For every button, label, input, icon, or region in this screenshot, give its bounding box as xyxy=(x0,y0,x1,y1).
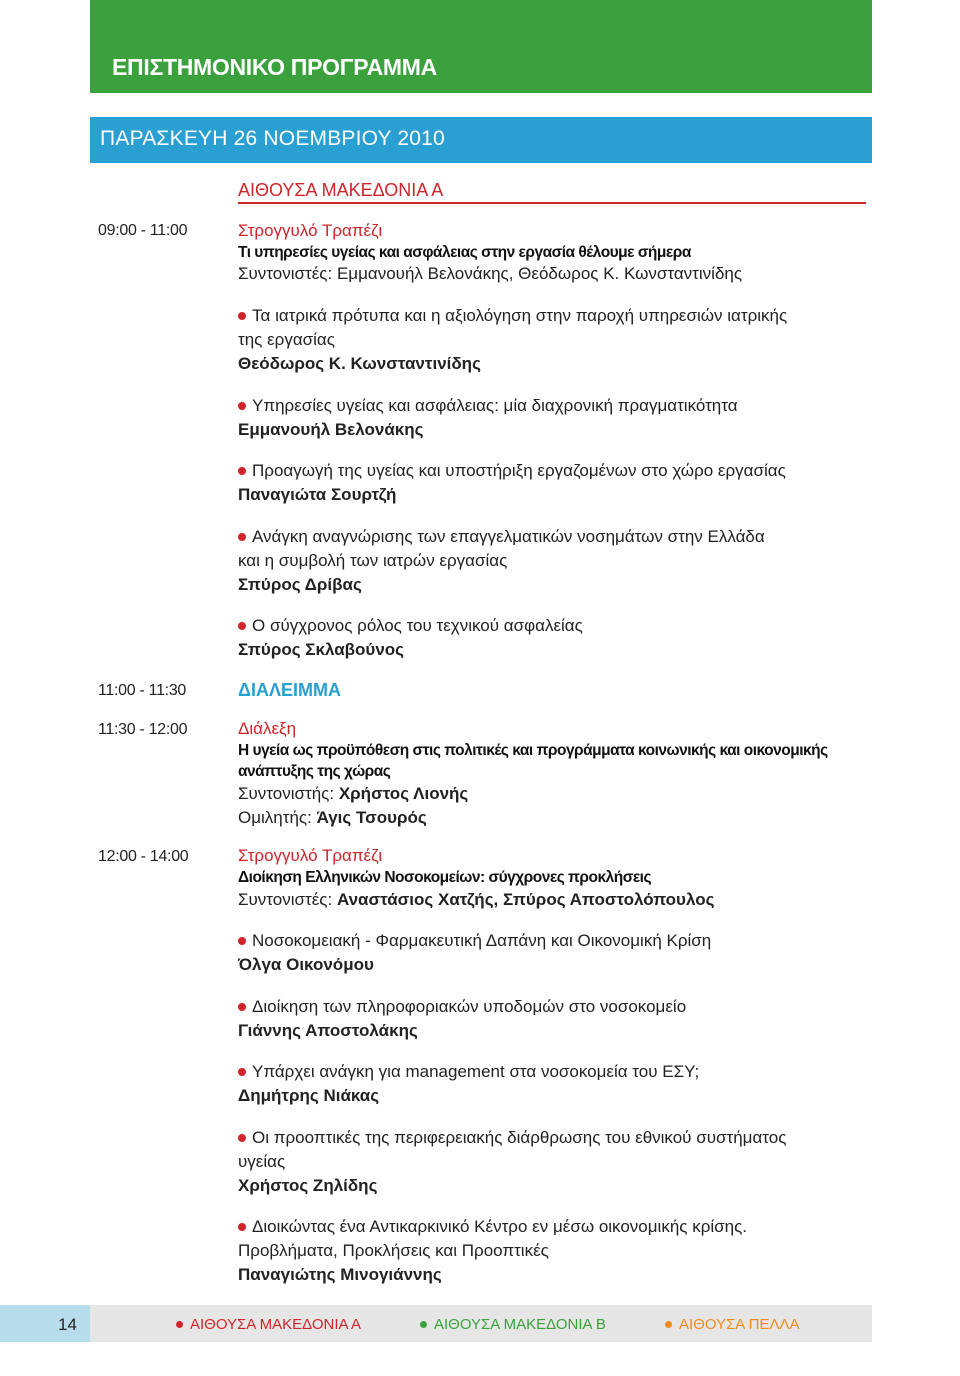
talk-speaker: Όλγα Οικονόμου xyxy=(238,955,374,974)
session2-subtitle-cont: ανάπτυξης της χώρας xyxy=(238,763,391,780)
session3-coordinators xyxy=(238,888,868,912)
session2-block xyxy=(238,719,868,830)
talk-title: Νοσοκομειακή - Φαρμακευτική Δαπάνη και Οικονομική Κρίση xyxy=(252,931,712,950)
speaker-label: Ομιλητής: xyxy=(238,808,317,827)
talk-title: Διοικώντας ένα Αντικαρκινικό Κέντρο εν μέσω οικονομικής κρίσης. xyxy=(252,1217,748,1236)
talk-speaker: Σπύρος Δρίβας xyxy=(238,575,362,594)
page-number: 14 xyxy=(58,1315,77,1334)
talk-title-cont: της εργασίας xyxy=(238,330,335,349)
bullet-icon xyxy=(238,467,246,475)
session1-block xyxy=(238,221,868,286)
talk-title: Τα ιατρικά πρότυπα και η αξιολόγηση στην παροχή υπηρεσιών ιατρικής xyxy=(252,306,788,325)
talk-title: Διοίκηση των πληροφοριακών υποδομών στο νοσοκομείο xyxy=(252,997,687,1016)
talk-item xyxy=(238,929,868,977)
bullet-icon xyxy=(238,402,246,410)
session1-type: Στρογγυλό Τραπέζι xyxy=(238,221,383,240)
bullet-icon xyxy=(238,533,246,541)
header-title-bar xyxy=(90,0,872,93)
dot-icon xyxy=(420,1321,427,1328)
talk-speaker: Σπύρος Σκλαβούνος xyxy=(238,640,404,659)
talk-speaker: Δημήτρης Νιάκας xyxy=(238,1086,380,1105)
dot-icon xyxy=(665,1321,672,1328)
talk-item xyxy=(238,1126,868,1198)
room-heading: ΑΙΘΟΥΣΑ ΜΑΚΕΔΟΝΙΑ Α xyxy=(238,180,444,200)
session2-type: Διάλεξη xyxy=(238,719,297,738)
talk-speaker: Χρήστος Ζηλίδης xyxy=(238,1176,378,1195)
session2-time: 11:30 - 12:00 xyxy=(98,721,188,738)
session2-subtitle: Η υγεία ως προϋπόθεση στις πολιτικές και προγράμματα κοινωνικής και οικονομικής xyxy=(238,742,828,759)
dot-icon xyxy=(176,1321,183,1328)
talk-item xyxy=(238,459,868,507)
coord-names: Αναστάσιος Χατζής, Σπύρος Αποστολόπουλος xyxy=(336,890,715,909)
bullet-icon xyxy=(238,1223,246,1231)
talk-title: Προαγωγή της υγείας και υποστήριξη εργαζομένων στο χώρο εργασίας xyxy=(252,461,786,480)
room-divider xyxy=(238,202,866,204)
session2-speaker xyxy=(238,806,868,830)
session2-coordinator xyxy=(238,782,868,806)
session3-block xyxy=(238,846,868,912)
talk-speaker: Παναγιώτης Μινογιάννης xyxy=(238,1265,442,1284)
date-title: ΠΑΡΑΣΚΕΥΗ 26 ΝΟΕΜΒΡΙΟΥ 2010 xyxy=(100,127,445,150)
bullet-icon xyxy=(238,1068,246,1076)
talk-speaker: Γιάννης Αποστολάκης xyxy=(238,1021,418,1040)
session3-subtitle: Διοίκηση Ελληνικών Νοσοκομείων: σύγχρονες προκλήσεις xyxy=(238,869,652,886)
page-footer xyxy=(0,1305,960,1342)
coord-names: Χρήστος Λιονής xyxy=(338,784,469,803)
page-title: ΕΠΙΣΤΗΜΟΝΙΚΟ ΠΡΟΓΡΑΜΜΑ xyxy=(112,54,437,80)
coord-label: Συντονιστές: xyxy=(238,890,337,909)
talk-speaker: Εμμανουήλ Βελονάκης xyxy=(238,420,424,439)
legend-label: ΑΙΘΟΥΣΑ ΜΑΚΕΔΟΝΙΑ Β xyxy=(434,1316,606,1333)
bullet-icon xyxy=(238,1134,246,1142)
session3-type: Στρογγυλό Τραπέζι xyxy=(238,846,383,865)
break-label: ΔΙΑΛΕΙΜΜΑ xyxy=(238,680,341,700)
legend-item-pella xyxy=(665,1316,800,1333)
talk-title: Ανάγκη αναγνώρισης των επαγγελματικών νοσημάτων στην Ελλάδα xyxy=(252,527,765,546)
talk-speaker: Θεόδωρος Κ. Κωνσταντινίδης xyxy=(238,354,481,373)
bullet-icon xyxy=(238,1003,246,1011)
talk-item xyxy=(238,394,868,442)
break-time: 11:00 - 11:30 xyxy=(98,682,187,699)
session1-time: 09:00 - 11:00 xyxy=(98,222,188,239)
talk-title: Υπηρεσίες υγείας και ασφάλειας: μία διαχρονική πραγματικότητα xyxy=(252,396,738,415)
talk-item xyxy=(238,995,868,1043)
talk-title-cont: Προβλήματα, Προκλήσεις και Προοπτικές xyxy=(238,1241,549,1260)
talk-item xyxy=(238,614,868,662)
date-bar xyxy=(90,117,872,163)
talk-title: Οι προοπτικές της περιφερειακής διάρθρωσης του εθνικού συστήματος xyxy=(252,1128,787,1147)
bullet-icon xyxy=(238,622,246,630)
talk-title: Ο σύγχρονος ρόλος του τεχνικού ασφαλείας xyxy=(252,616,583,635)
talk-title-cont: και η συμβολή των ιατρών εργασίας xyxy=(238,551,508,570)
legend-label: ΑΙΘΟΥΣΑ ΠΕΛΛΑ xyxy=(679,1316,800,1333)
coord-names: Εμμανουήλ Βελονάκης, Θεόδωρος Κ. Κωνσταντινίδης xyxy=(336,264,743,283)
bullet-icon xyxy=(238,937,246,945)
session1-subtitle: Τι υπηρεσίες υγείας και ασφάλειας στην εργασία θέλουμε σήμερα xyxy=(238,244,691,261)
session3-time: 12:00 - 14:00 xyxy=(98,848,189,865)
talk-item xyxy=(238,304,868,376)
session1-coordinators xyxy=(238,262,868,286)
talk-item xyxy=(238,1060,868,1108)
legend-item-makedonia-a xyxy=(176,1316,361,1333)
legend-item-makedonia-b xyxy=(420,1316,606,1333)
coord-label: Συντονιστής: xyxy=(238,784,339,803)
talk-speaker: Παναγιώτα Σουρτζή xyxy=(238,485,397,504)
legend-strip xyxy=(90,1305,872,1342)
legend-label: ΑΙΘΟΥΣΑ ΜΑΚΕΔΟΝΙΑ Α xyxy=(190,1316,362,1333)
speaker-name: Άγις Τσουρός xyxy=(316,808,427,827)
talk-title-cont: υγείας xyxy=(238,1152,286,1171)
talk-item xyxy=(238,525,868,597)
talk-title: Υπάρχει ανάγκη για management στα νοσοκομεία του ΕΣΥ; xyxy=(252,1062,700,1081)
bullet-icon xyxy=(238,312,246,320)
coord-label: Συντονιστές: xyxy=(238,264,337,283)
talk-item xyxy=(238,1215,868,1287)
page-number-box xyxy=(0,1305,90,1342)
